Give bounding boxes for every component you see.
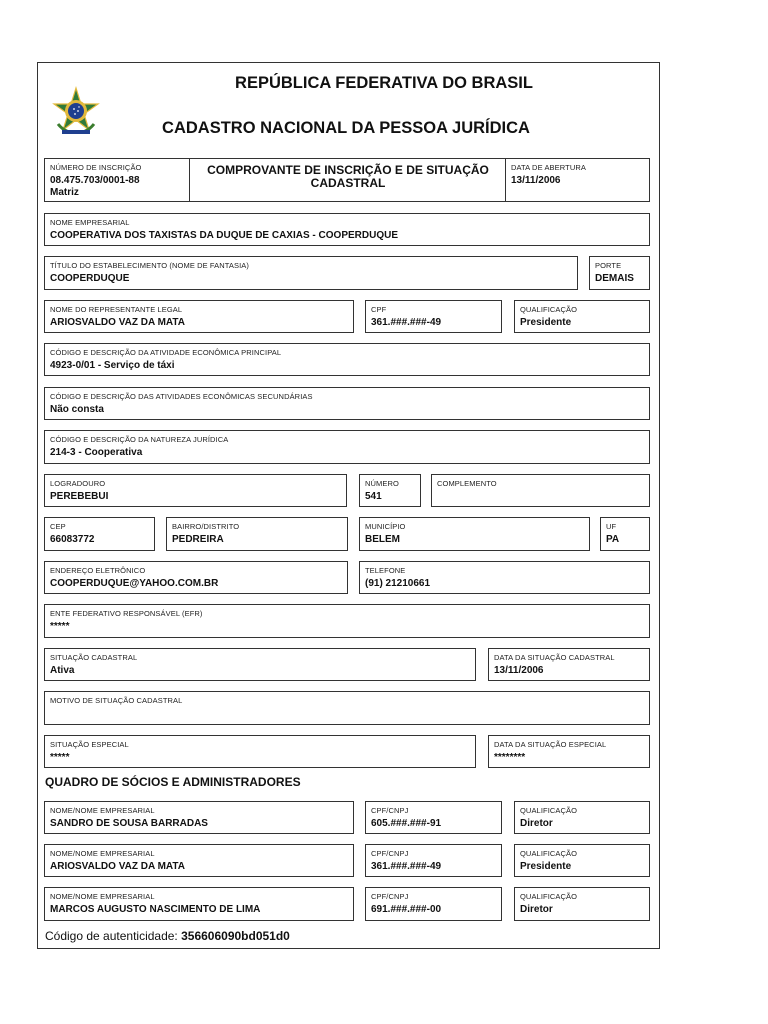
cep-label: CEP <box>50 522 66 531</box>
fantasia-box <box>44 256 578 290</box>
representante-label: NOME DO REPRESENTANTE LEGAL <box>50 305 183 314</box>
emblem-sky <box>68 103 84 119</box>
document-title: COMPROVANTE DE INSCRIÇÃO E DE SITUAÇÃO CADASTRAL <box>207 163 489 190</box>
email-value: COOPERDUQUE@YAHOO.COM.BR <box>50 578 219 589</box>
numero-value: 541 <box>365 491 382 502</box>
situacao-especial-label: SITUAÇÃO ESPECIAL <box>50 740 129 749</box>
efr-value: ***** <box>50 621 70 632</box>
municipio-box <box>359 517 590 551</box>
qsa-doc-value: 361.###.###-49 <box>371 861 442 872</box>
telefone-label: TELEFONE <box>365 566 406 575</box>
data-situacao-label: DATA DA SITUAÇÃO CADASTRAL <box>494 653 615 662</box>
qsa-name-value: ARIOSVALDO VAZ DA MATA <box>50 861 185 872</box>
atividade-principal-value: 4923-0/01 - Serviço de táxi <box>50 360 175 371</box>
document-title-box <box>189 158 506 202</box>
uf-box <box>600 517 650 551</box>
abertura-label: DATA DE ABERTURA <box>511 163 586 172</box>
nome-empresarial-label: NOME EMPRESARIAL <box>50 218 130 227</box>
natureza-box <box>44 430 650 464</box>
qsa-qual-box <box>514 887 650 921</box>
nome-empresarial-box <box>44 213 650 246</box>
qsa-title: QUADRO DE SÓCIOS E ADMINISTRADORES <box>45 775 301 789</box>
motivo-label: MOTIVO DE SITUAÇÃO CADASTRAL <box>50 696 183 705</box>
inscricao-type: Matriz <box>50 187 79 198</box>
uf-label: UF <box>606 522 617 531</box>
qsa-name-value: SANDRO DE SOUSA BARRADAS <box>50 818 208 829</box>
porte-value: DEMAIS <box>595 273 634 284</box>
qsa-qual-label: QUALIFICAÇÃO <box>520 892 578 901</box>
qualificacao-value: Presidente <box>520 317 572 328</box>
cep-value: 66083772 <box>50 534 95 545</box>
efr-box <box>44 604 650 638</box>
qsa-doc-box <box>365 887 502 921</box>
municipio-value: BELEM <box>365 534 400 545</box>
qsa-name-label: NOME/NOME EMPRESARIAL <box>50 849 155 858</box>
efr-label: ENTE FEDERATIVO RESPONSÁVEL (EFR) <box>50 609 203 618</box>
nome-empresarial-value: COOPERATIVA DOS TAXISTAS DA DUQUE DE CAXIAS - COOPERDUQUE <box>50 230 398 241</box>
qsa-qual-label: QUALIFICAÇÃO <box>520 849 578 858</box>
data-situacao-box <box>488 648 650 681</box>
qsa-doc-value: 691.###.###-00 <box>371 904 442 915</box>
qsa-doc-label: CPF/CNPJ <box>371 849 409 858</box>
cpf-value: 361.###.###-49 <box>371 317 442 328</box>
email-label: ENDEREÇO ELETRÔNICO <box>50 566 146 575</box>
motivo-box <box>44 691 650 725</box>
uf-value: PA <box>606 534 620 545</box>
municipio-label: MUNICÍPIO <box>365 522 406 531</box>
atividade-principal-label: CÓDIGO E DESCRIÇÃO DA ATIVIDADE ECONÔMICA PRINCIPAL <box>50 348 282 357</box>
qsa-name-label: NOME/NOME EMPRESARIAL <box>50 806 155 815</box>
qsa-doc-value: 605.###.###-91 <box>371 818 442 829</box>
qualificacao-label: QUALIFICAÇÃO <box>520 305 578 314</box>
situacao-value: Ativa <box>50 665 75 676</box>
situacao-label: SITUAÇÃO CADASTRAL <box>50 653 138 662</box>
data-situacao-especial-value: ******** <box>494 752 526 763</box>
qsa-name-box <box>44 844 354 877</box>
situacao-especial-box <box>44 735 476 768</box>
bairro-label: BAIRRO/DISTRITO <box>172 522 240 531</box>
abertura-value: 13/11/2006 <box>511 175 561 186</box>
qsa-doc-box <box>365 801 502 834</box>
atividades-secundarias-box <box>44 387 650 420</box>
qsa-qual-value: Presidente <box>520 861 572 872</box>
logradouro-box <box>44 474 347 507</box>
data-situacao-value: 13/11/2006 <box>494 665 544 676</box>
porte-box <box>589 256 650 290</box>
data-situacao-especial-label: DATA DA SITUAÇÃO ESPECIAL <box>494 740 607 749</box>
numero-box <box>359 474 421 507</box>
qsa-name-box <box>44 887 354 921</box>
natureza-value: 214-3 - Cooperativa <box>50 447 143 458</box>
email-box <box>44 561 348 594</box>
cpf-box <box>365 300 502 333</box>
authenticity-code: 356606090bd051d0 <box>181 929 290 943</box>
qsa-doc-box <box>365 844 502 877</box>
atividade-principal-box <box>44 343 650 376</box>
cep-box <box>44 517 155 551</box>
registry-title: CADASTRO NACIONAL DA PESSOA JURÍDICA <box>162 119 530 137</box>
inscricao-box <box>44 158 190 202</box>
authenticity-line <box>45 929 290 943</box>
data-situacao-especial-box <box>488 735 650 768</box>
qsa-qual-label: QUALIFICAÇÃO <box>520 806 578 815</box>
qualificacao-box <box>514 300 650 333</box>
qsa-qual-box <box>514 844 650 877</box>
telefone-box <box>359 561 650 594</box>
porte-label: PORTE <box>595 261 622 270</box>
qsa-doc-label: CPF/CNPJ <box>371 892 409 901</box>
bairro-box <box>166 517 348 551</box>
logradouro-value: PEREBEBUI <box>50 491 109 502</box>
abertura-box <box>505 158 650 202</box>
logradouro-label: LOGRADOURO <box>50 479 106 488</box>
numero-label: NÚMERO <box>365 479 399 488</box>
representante-box <box>44 300 354 333</box>
qsa-qual-value: Diretor <box>520 818 553 829</box>
fantasia-label: TÍTULO DO ESTABELECIMENTO (NOME DE FANTASIA) <box>50 261 250 270</box>
inscricao-value: 08.475.703/0001-88 <box>50 175 140 186</box>
atividades-secundarias-value: Não consta <box>50 404 104 415</box>
cpf-label: CPF <box>371 305 387 314</box>
qsa-name-value: MARCOS AUGUSTO NASCIMENTO DE LIMA <box>50 904 261 915</box>
complemento-box <box>431 474 650 507</box>
representante-value: ARIOSVALDO VAZ DA MATA <box>50 317 185 328</box>
qsa-qual-box <box>514 801 650 834</box>
telefone-value: (91) 21210661 <box>365 578 431 589</box>
atividades-secundarias-label: CÓDIGO E DESCRIÇÃO DAS ATIVIDADES ECONÔMICAS SECUNDÁRIAS <box>50 392 313 401</box>
situacao-especial-value: ***** <box>50 752 70 763</box>
qsa-name-label: NOME/NOME EMPRESARIAL <box>50 892 155 901</box>
complemento-label: COMPLEMENTO <box>437 479 497 488</box>
authenticity-label: Código de autenticidade: <box>45 929 182 943</box>
bairro-value: PEDREIRA <box>172 534 224 545</box>
qsa-doc-label: CPF/CNPJ <box>371 806 409 815</box>
natureza-label: CÓDIGO E DESCRIÇÃO DA NATUREZA JURÍDICA <box>50 435 229 444</box>
situacao-box <box>44 648 476 681</box>
inscricao-label: NÚMERO DE INSCRIÇÃO <box>50 163 142 172</box>
country-title: REPÚBLICA FEDERATIVA DO BRASIL <box>235 74 533 92</box>
fantasia-value: COOPERDUQUE <box>50 273 130 284</box>
qsa-name-box <box>44 801 354 834</box>
qsa-qual-value: Diretor <box>520 904 553 915</box>
